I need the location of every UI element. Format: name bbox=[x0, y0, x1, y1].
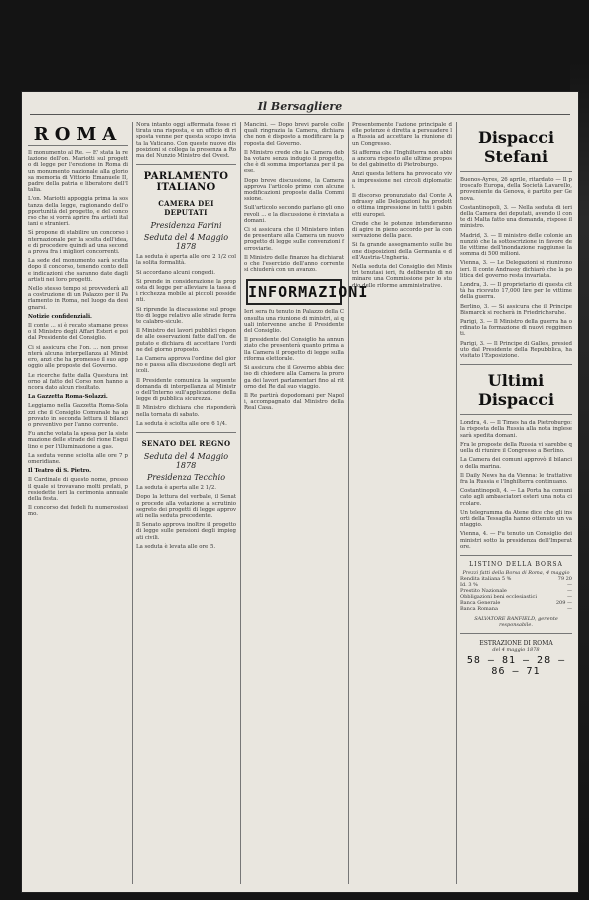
column-2 bbox=[136, 122, 236, 884]
article-paragraph: Il Cardinale di questo nome, presso il quale si trovavano molti prelati, presiedette ieri la cerimonia annuale della festa. bbox=[28, 477, 128, 502]
column-5 bbox=[460, 122, 572, 884]
article-paragraph: La seduta è sciolta alle ore 6 1/4. bbox=[136, 420, 227, 427]
article-paragraph: La seduta venne sciolta alle ore 7 pomeridiane. bbox=[28, 452, 128, 465]
price-value: — bbox=[567, 593, 572, 600]
article-paragraph: Il monumento al Re. — E' stata la relazione dell'on. Mariotti sul progetto di legge per l'erezione in Roma di un monumento nazionale alla gloriosa memoria di Vittorio Emanuele II, padre della patria e liberatore dell'Italia. bbox=[28, 150, 128, 194]
article-paragraph: Si afferma che l'Inghilterra non abbia ancora risposto alle ultime proposte del gabinetto di Pietroburgo. bbox=[352, 149, 452, 169]
listino-subtitle: Prezzi fatti della Borsa di Roma, 4 maggio bbox=[462, 569, 570, 576]
column-divider bbox=[348, 122, 349, 884]
price-label: Banca Generale bbox=[460, 599, 501, 606]
price-value: — bbox=[567, 587, 572, 594]
section-title-dispacci-stefani: Dispacci Stefani bbox=[477, 128, 555, 166]
price-value: 79 20 bbox=[557, 575, 572, 582]
article-paragraph: Presentemente l'azione principale delle potenze è diretta a persuadere la Russia ad accettare la riunione di un Congresso. bbox=[352, 122, 452, 147]
article-paragraph: Mancini. — Dopo brevi parole colle quali ringrazia la Camera, dichiara che non è disposto a modificare la proposta del Governo. bbox=[244, 122, 344, 147]
article-paragraph: Nella seduta del Consiglio dei Ministri tenutasi ieri, fu deliberato di nominare una Commissione per lo studio delle riforme amministrative. bbox=[352, 264, 452, 289]
section-title-informazioni: INFORMAZIONI bbox=[246, 279, 342, 305]
article-paragraph: Il Ministro dei lavori pubblici risponde alle osservazioni fatte dall'on. deputato e dichiara di accettare l'ordine del giorno proposto. bbox=[136, 328, 236, 353]
article-paragraph: Il Ministro crede che la Camera debba votare senza indugio il progetto, che è di somma importanza per il paese. bbox=[244, 149, 344, 175]
presidenza-label: Presidenza Farini bbox=[150, 221, 222, 231]
article-paragraph: Sì propone di stabilire un concorso internazionale per la scelta dell'idea, e di procedere quindi ad una seconda prova fra i migliori concorrenti. bbox=[28, 230, 128, 256]
article-paragraph: Si prende in considerazione la proposta di legge per alleviare la tassa di ricchezza mobile ai piccoli possidenti. bbox=[136, 278, 236, 304]
dispatch-paragraph: Londra, 3. — Il proprietario di questa città ha ricevuto 17,000 lire per le vittime della guerra. bbox=[460, 282, 572, 301]
masthead: Il Bersagliere bbox=[257, 100, 343, 113]
column-1 bbox=[28, 122, 128, 884]
dispatch-paragraph: Vienna, 3. — Le Delegazioni si riunirono ieri. Il conte Andrassy dichiarò che la politica del governo resta invariata. bbox=[460, 260, 572, 279]
dispatch-paragraph: Il Daily News ha da Vienna: le trattative fra la Russia e l'Inghilterra continuano. bbox=[460, 472, 572, 485]
article-paragraph: Leggiamo nella Gazzetta Roma-Solazzi che il Consiglio Comunale ha approvato in seconda lettura il bilancio preventivo per l'anno corrente. bbox=[28, 403, 128, 428]
dispatch-paragraph: Buenos-Ayres, 26 aprile, ritardato — Il piroscafo Europa, della Società Lavarello, proveniente da Genova, è partito per Genova. bbox=[460, 177, 572, 202]
article-heading: Il Teatro di S. Pietro. bbox=[28, 468, 91, 475]
dispatch-paragraph: Fra le proposte della Russia vi sarebbe quella di riunire il Congresso a Berlino. bbox=[460, 441, 572, 455]
price-value: 209 — bbox=[555, 599, 572, 606]
article-paragraph bbox=[28, 394, 128, 400]
column-3 bbox=[244, 122, 369, 884]
article-paragraph: Le ricerche fatte dalla Questura intorno al fatto del Corso non hanno ancora dato alcun risultato. bbox=[28, 372, 128, 391]
section-title-senato: SENATO DEL REGNO bbox=[141, 439, 231, 449]
column-4 bbox=[352, 122, 452, 884]
dispatch-paragraph: Un telegramma da Atene dice che gli insorti della Tessaglia hanno ottenuto un vantaggio. bbox=[460, 509, 572, 529]
article-heading: La Gazzetta Roma-Solazzi. bbox=[28, 394, 108, 401]
price-label: Id. 3 % bbox=[460, 581, 478, 588]
section-title-ultimi-dispacci: Ultimi Dispacci bbox=[477, 371, 555, 410]
article-paragraph: La seduta è aperta alle ore 2 1/2 colla solita formalità. bbox=[136, 254, 236, 267]
section-rule bbox=[460, 171, 572, 172]
article-paragraph: Si riprende la discussione sul progetto di legge relativo alle strade ferrate calabro-sicule. bbox=[136, 306, 236, 326]
dispatch-paragraph: Parigi, 3. — Il Ministro della guerra ha ordinato la formazione di nuovi reggimenti. bbox=[460, 319, 572, 338]
column-divider bbox=[240, 122, 241, 884]
price-label: Banca Romana bbox=[460, 605, 498, 612]
article-paragraph: Ieri sera fu tenuto in Palazzo della Consulta una riunione di ministri, ai quali intervenne anche il Presidente del Consiglio. bbox=[244, 309, 344, 335]
senato-presidenza-label: Presidenza Tecchio bbox=[146, 473, 226, 483]
article-paragraph: Sull'articolo secondo parlano gli onorevoli ... e la discussione è rinviata a domani. bbox=[244, 205, 345, 224]
section-rule bbox=[460, 364, 572, 365]
column-divider bbox=[132, 122, 133, 884]
seduta-label: Seduta del 4 Maggio 1878 bbox=[143, 233, 229, 252]
section-title-camera: CAMERA DEI DEPUTATI bbox=[158, 199, 214, 218]
article-paragraph: Ci si assicura che il Ministero intende presentare alla Camera un nuovo progetto di legge sulle convenzioni ferroviarie. bbox=[244, 227, 344, 252]
dispatch-paragraph: Vienna, 4. — Fu tenuto un Consiglio dei ministri sotto la presidenza dell'Imperatore. bbox=[460, 531, 572, 550]
section-title-roma: ROMA bbox=[28, 124, 128, 146]
newspaper-page bbox=[22, 92, 578, 892]
article-paragraph: La seduta è aperta alle 2 1/2. bbox=[136, 485, 217, 492]
dispatch-paragraph: Costantinopoli, 4. — La Porta ha comunicato agli ambasciatori esteri una nota circolare. bbox=[460, 488, 572, 507]
article-paragraph: Il Presidente comunica la seguente domanda di interpellanza al Ministro dell'Interno sull'applicazione della legge di pubblica sicurezza. bbox=[136, 377, 236, 403]
article-paragraph: Dopo breve discussione, la Camera approva l'articolo primo con alcune modificazioni proposte dalla Commissione. bbox=[244, 177, 344, 203]
price-label: Obbligazioni beni ecclesiastici bbox=[460, 593, 537, 600]
dispatch-paragraph: Berlino, 3. — Si assicura che il Principe Bismarck si recherà in Friedrichsruhe. bbox=[460, 303, 572, 316]
article-paragraph: Dopo la lettura del verbale, il Senato procede alla votazione a scrutinio segreto dei progetti di legge approvati nella seduta precedente. bbox=[136, 494, 236, 519]
section-title-parlamento: PARLAMENTO ITALIANO bbox=[143, 171, 229, 194]
gerente-note: SALVATORE BANFIELD, gerente responsabile. bbox=[474, 615, 558, 628]
article-paragraph: Nora intanto oggi affermata fosse ritirata una risposta, e un ufficio di risposta venne per questa scopo inviata la Vaticano. Con queste nuove disposizioni si collega la presenza a Roma del Nunzio Ministro del Ovest. bbox=[136, 122, 236, 160]
section-rule bbox=[460, 414, 572, 415]
article-heading: Notizie confidenziali. bbox=[28, 313, 92, 320]
article-paragraph: Il presidente del Consiglio ha annunziato che presenterà quanto prima alla Camera il progetto di legge sulla riforma elettorale. bbox=[244, 337, 344, 362]
article-paragraph: Si fa grande assegnamento sulle buone disposizioni della Germania e dell'Austria-Ungheria. bbox=[352, 242, 452, 261]
article-paragraph: Fu anche votata la spesa per la sistemazione delle strade del rione Esquilino e per l'illuminazione a gas. bbox=[28, 431, 128, 450]
article-paragraph: Anzi questa lettera ha provocato viva impressione nei circoli diplomatici. bbox=[352, 171, 452, 190]
price-row bbox=[460, 606, 572, 612]
article-paragraph bbox=[28, 468, 128, 474]
article-paragraph: La sede del monumento sarà scelta dopo il concorso, tenendo conto delle indicazioni che saranno date dagli artisti nei loro progetti. bbox=[28, 258, 128, 283]
dispatch-paragraph: Londra, 4. — Il Times ha da Pietroburgo: la risposta della Russia alla nota inglese sarà spedita domani. bbox=[460, 420, 572, 439]
dispatch-paragraph: Costantinopoli, 3. — Nella seduta di ieri della Camera dei deputati, avendo il conte di Malta fatto una domanda, rispose il ministro. bbox=[460, 204, 572, 230]
article-paragraph: Il Senato approva inoltre il progetto di legge sulle pensioni degli impiegati civili. bbox=[136, 522, 236, 541]
article-paragraph: Il concorso dei fedeli fu numerosissimo. bbox=[28, 505, 128, 518]
senato-seduta-label: Seduta del 4 Maggio 1878 bbox=[143, 452, 229, 471]
lotto-date: del 4 maggio 1878 bbox=[492, 646, 540, 653]
column-divider bbox=[456, 122, 457, 884]
article-paragraph: L'on. Mariotti appoggia prima la sostanza della legge, ragionando dell'opportunità del progetto, e del concorso che si vorrà aprire fra artisti italiani e stranieri. bbox=[28, 196, 128, 228]
article-paragraph: Si assicura che il Governo abbia deciso di chiedere alla Camera la proroga dei lavori parlamentari fino al ritorno del Re dal suo viaggio. bbox=[244, 365, 344, 390]
article-paragraph: Il Re partirà dopodomani per Napoli, accompagnato dal Ministro della Real Casa. bbox=[244, 392, 344, 412]
article-paragraph: Si accordano alcuni congedi. bbox=[136, 269, 215, 276]
article-paragraph: Il conte ... si è recato stamane presso il Ministro degli Affari Esteri e poi dal Presidente del Consiglio. bbox=[28, 323, 128, 342]
article-paragraph: Il discorso pronunziato dal Conte Andrassy alle Delegazioni ha prodotto ottima impressione in tutti i gabinetti europei. bbox=[352, 193, 452, 218]
price-value: — bbox=[567, 581, 572, 588]
article-paragraph: Nello stesso tempo si provvederà alla costruzione di un Palazzo per il Parlamento in Roma, nel luogo da designarsi. bbox=[28, 286, 128, 311]
masthead-rule bbox=[30, 114, 570, 115]
article-paragraph: La seduta è levata alle ore 5. bbox=[136, 543, 216, 550]
dispatch-paragraph: Madrid, 3. — Il ministro delle colonie annunziò che la sottoscrizione in favore delle vittime dell'inondazione raggiunse la somma di 500 milioni. bbox=[460, 232, 572, 258]
article-paragraph: La Camera approva l'ordine del giorno e passa alla discussione degli articoli. bbox=[136, 356, 236, 375]
section-rule bbox=[136, 432, 236, 433]
dispatch-paragraph: Parigi, 3. — Il Principe di Galles, presieduto dal Presidente della Repubblica, ha visitato l'Esposizione. bbox=[460, 340, 572, 360]
section-rule bbox=[460, 555, 572, 556]
lotto-numbers: 58 — 81 — 28 — 86 — 71 bbox=[466, 654, 566, 677]
price-value: — bbox=[567, 605, 572, 612]
article-paragraph: Il Ministro delle finanze ha dichiarato che l'esercizio dell'anno corrente si chiuderà con un avanzo. bbox=[244, 254, 344, 274]
lotto-title: ESTRAZIONE DI ROMA bbox=[479, 639, 553, 647]
section-rule bbox=[460, 633, 572, 634]
section-rule bbox=[136, 164, 236, 165]
price-label: Rendita italiana 5 % bbox=[460, 575, 512, 582]
article-paragraph bbox=[28, 314, 128, 320]
article-paragraph: Il Ministro dichiara che risponderà nella tornata di sabato. bbox=[136, 405, 236, 418]
price-label: Prestito Nazionale bbox=[460, 587, 507, 594]
dispatch-paragraph: La Camera dei comuni approvò il bilancio della marina. bbox=[460, 457, 572, 470]
article-paragraph: Crede che le potenze intenderanno di agire in pieno accordo per la conservazione della pace. bbox=[352, 220, 452, 240]
listino-title: LISTINO DELLA BORSA bbox=[469, 560, 563, 568]
article-paragraph: Ci si assicura che l'on. ... non presenterà alcuna interpellanza al Ministero, anzi che ha promesso il suo appoggio alle proposte del Governo. bbox=[28, 344, 128, 370]
